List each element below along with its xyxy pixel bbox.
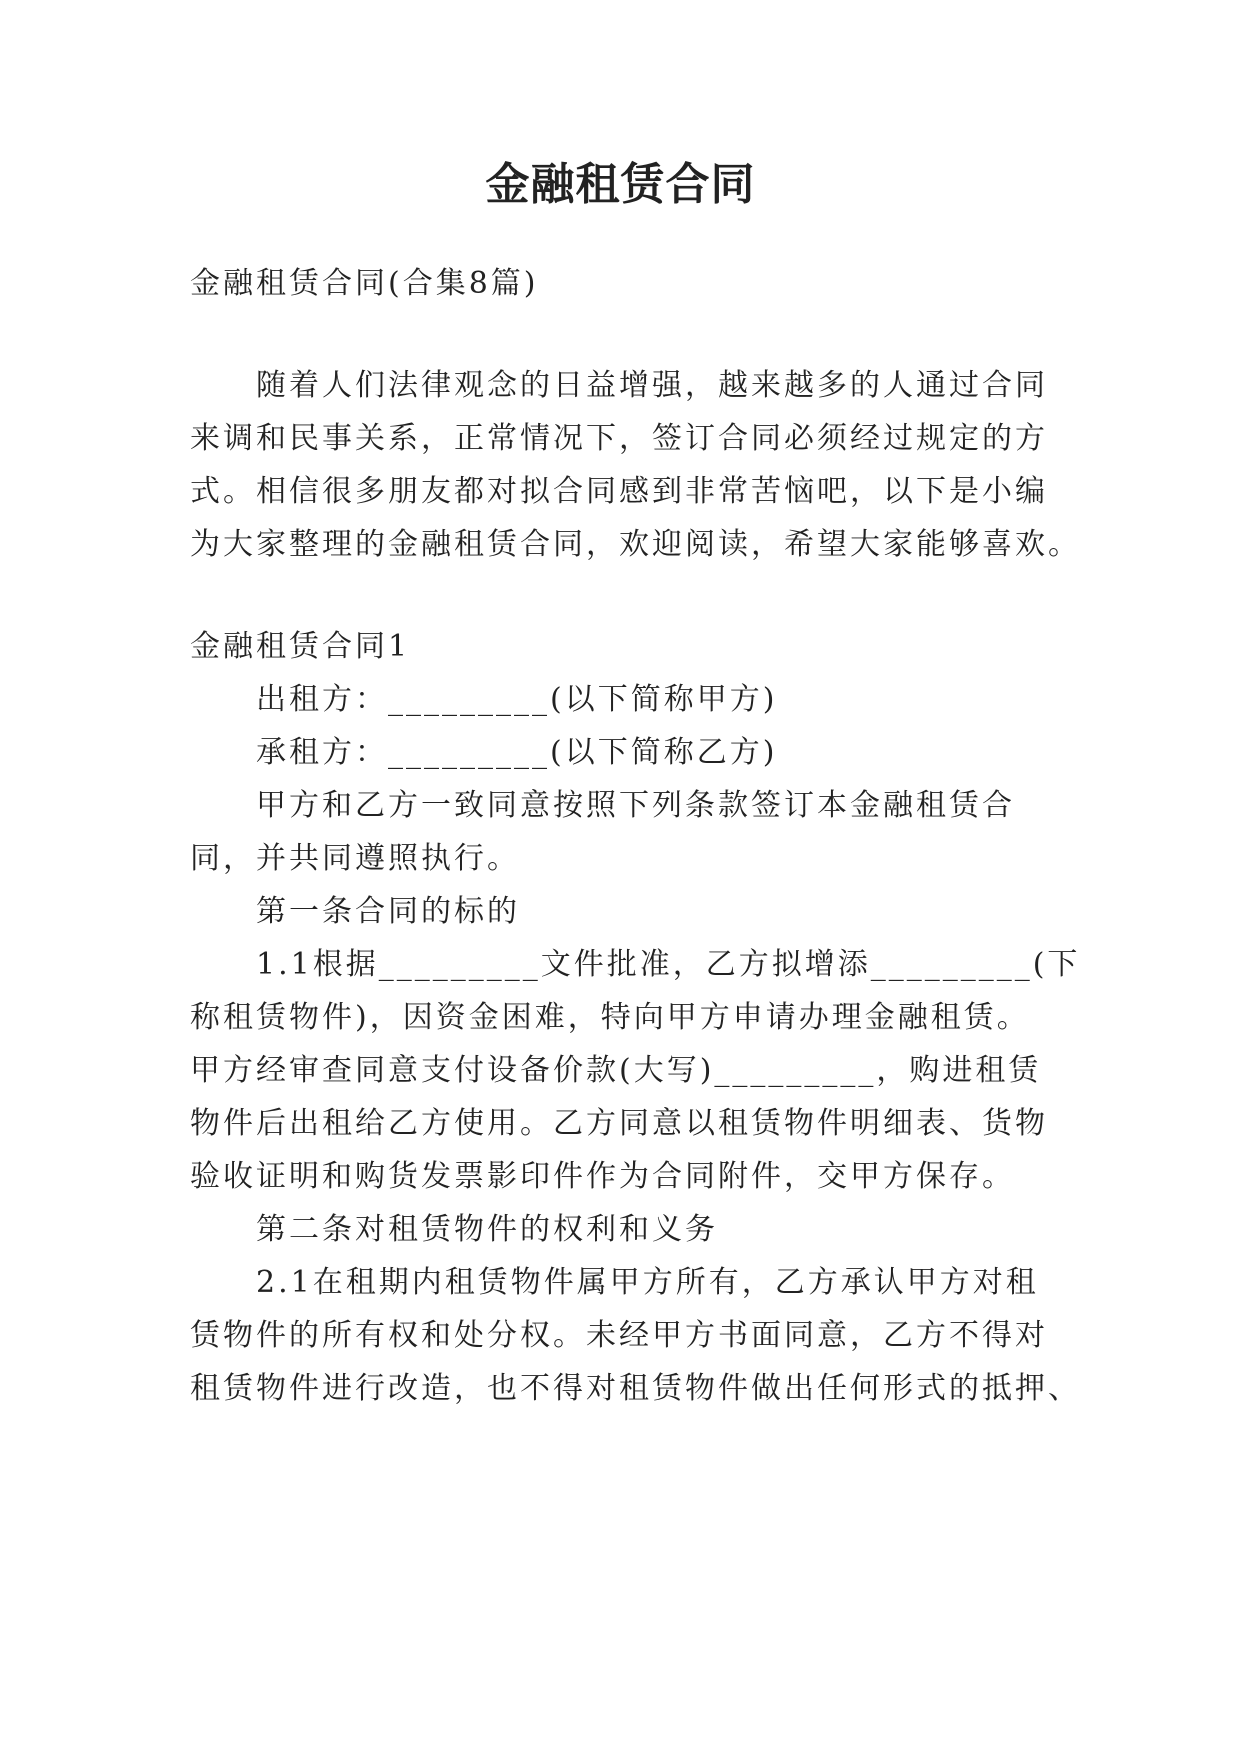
body-line-6: 1.1根据_________文件批准，乙方拟增添_________(下 xyxy=(256,947,1081,982)
article-1-heading: 第一条合同的标的 xyxy=(256,894,520,929)
lessee-line: 承租方：_________(以下简称乙方) xyxy=(256,735,778,770)
body-line-13: 赁物件的所有权和处分权。未经甲方书面同意，乙方不得对 xyxy=(190,1318,1048,1353)
document-subtitle: 金融租赁合同(合集8篇) xyxy=(190,266,539,301)
body-line-9: 物件后出租给乙方使用。乙方同意以租赁物件明细表、货物 xyxy=(190,1106,1048,1141)
article-2-heading: 第二条对租赁物件的权利和义务 xyxy=(256,1212,718,1247)
section-heading: 金融租赁合同1 xyxy=(190,629,411,664)
intro-line-1: 随着人们法律观念的日益增强，越来越多的人通过合同 xyxy=(256,368,1048,403)
intro-line-3: 式。相信很多朋友都对拟合同感到非常苦恼吧，以下是小编 xyxy=(190,474,1048,509)
body-line-12: 2.1在租期内租赁物件属甲方所有，乙方承认甲方对租 xyxy=(256,1265,1039,1300)
body-line-14: 租赁物件进行改造，也不得对租赁物件做出任何形式的抵押、 xyxy=(190,1371,1081,1406)
lessor-line: 出租方：_________(以下简称甲方) xyxy=(256,682,778,717)
document-title: 金融租赁合同 xyxy=(485,159,756,210)
intro-line-4: 为大家整理的金融租赁合同，欢迎阅读，希望大家能够喜欢。 xyxy=(190,527,1081,562)
intro-line-2: 来调和民事关系，正常情况下，签订合同必须经过规定的方 xyxy=(190,421,1048,456)
body-line-7: 称租赁物件)，因资金困难，特向甲方申请办理金融租赁。 xyxy=(190,1000,1030,1035)
body-line-10: 验收证明和购货发票影印件作为合同附件，交甲方保存。 xyxy=(190,1159,1015,1194)
body-line-4: 同，并共同遵照执行。 xyxy=(190,841,520,876)
body-line-8: 甲方经审查同意支付设备价款(大写)_________，购进租赁 xyxy=(190,1053,1042,1088)
body-line-3: 甲方和乙方一致同意按照下列条款签订本金融租赁合 xyxy=(256,788,1015,823)
